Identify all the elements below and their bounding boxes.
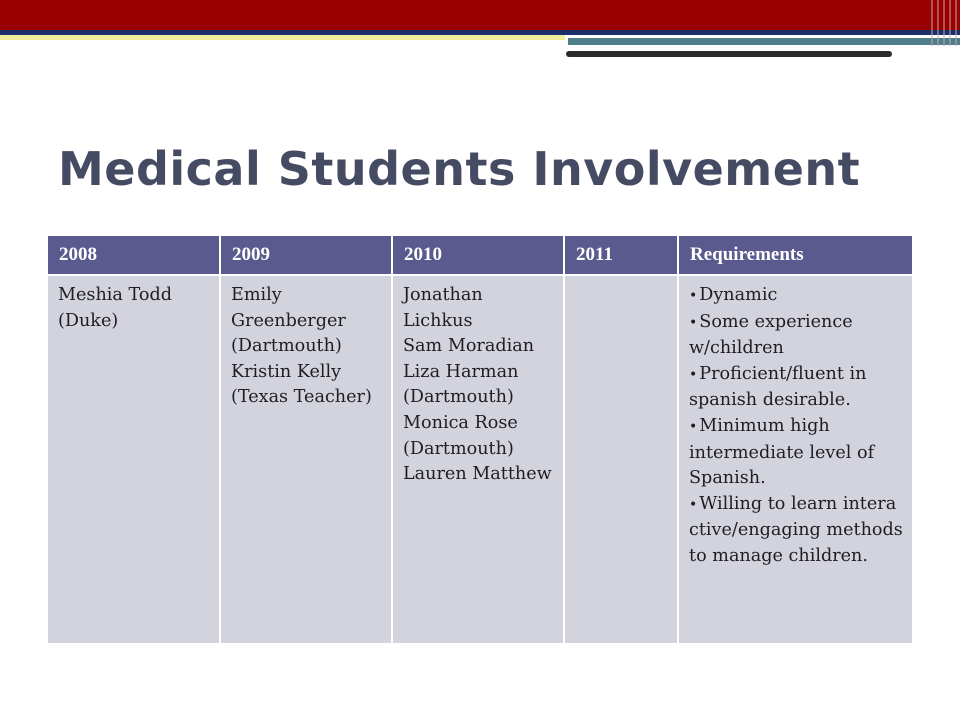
bullet-icon: • (689, 366, 698, 383)
requirements-list (689, 283, 904, 570)
header-requirements: Requirements (678, 236, 912, 275)
requirement-item: • Proficient/fluent in spanish desirable. (689, 363, 867, 411)
table-row (48, 275, 912, 643)
header-2010: 2010 (392, 236, 564, 275)
cell-2008 (48, 275, 220, 643)
requirement-item: • Dynamic (689, 285, 778, 305)
requirement-item: • Some experience w/children (689, 311, 853, 359)
cell-2011 (564, 275, 678, 643)
requirement-item: • Willing to learn interactive/engaging methods to manage children. (689, 493, 903, 566)
requirement-item: • Minimum high intermediate level of Spanish. (689, 415, 875, 489)
student-entry: Jonathan Lichkus (403, 285, 483, 331)
student-entry: Liza Harman (Dartmouth) (403, 361, 519, 408)
cell-2010 (392, 275, 564, 643)
student-entry: Sam Moradian (403, 336, 535, 357)
header-stripes-graphic (0, 0, 960, 60)
table-header-row (48, 236, 912, 275)
bullet-icon: • (689, 314, 698, 331)
cell-requirements (678, 275, 912, 643)
student-entry: Emily Greenberger (Dartmouth) (231, 285, 346, 357)
yellow-stripe (0, 35, 565, 40)
slide-title: Medical Students Involvement (58, 142, 861, 196)
header-2011: 2011 (564, 236, 678, 275)
student-entry: Kristin Kelly (Texas Teacher) (231, 361, 372, 408)
dark-stripe (566, 51, 892, 57)
header-2008: 2008 (48, 236, 220, 275)
students-table (48, 236, 912, 643)
student-entry: Lauren Matthew (403, 464, 552, 485)
bullet-icon: • (689, 418, 698, 435)
student-entry: Meshia Todd (Duke) (58, 285, 172, 331)
cell-2009 (220, 275, 392, 643)
bullet-icon: • (689, 288, 698, 304)
navy-stripe (0, 30, 960, 35)
decorative-header-band (0, 0, 960, 52)
teal-stripe (568, 38, 960, 45)
bullet-icon: • (689, 496, 698, 513)
student-entry: Monica Rose (Dartmouth) (403, 412, 518, 459)
header-2009: 2009 (220, 236, 392, 275)
red-band (0, 0, 960, 30)
